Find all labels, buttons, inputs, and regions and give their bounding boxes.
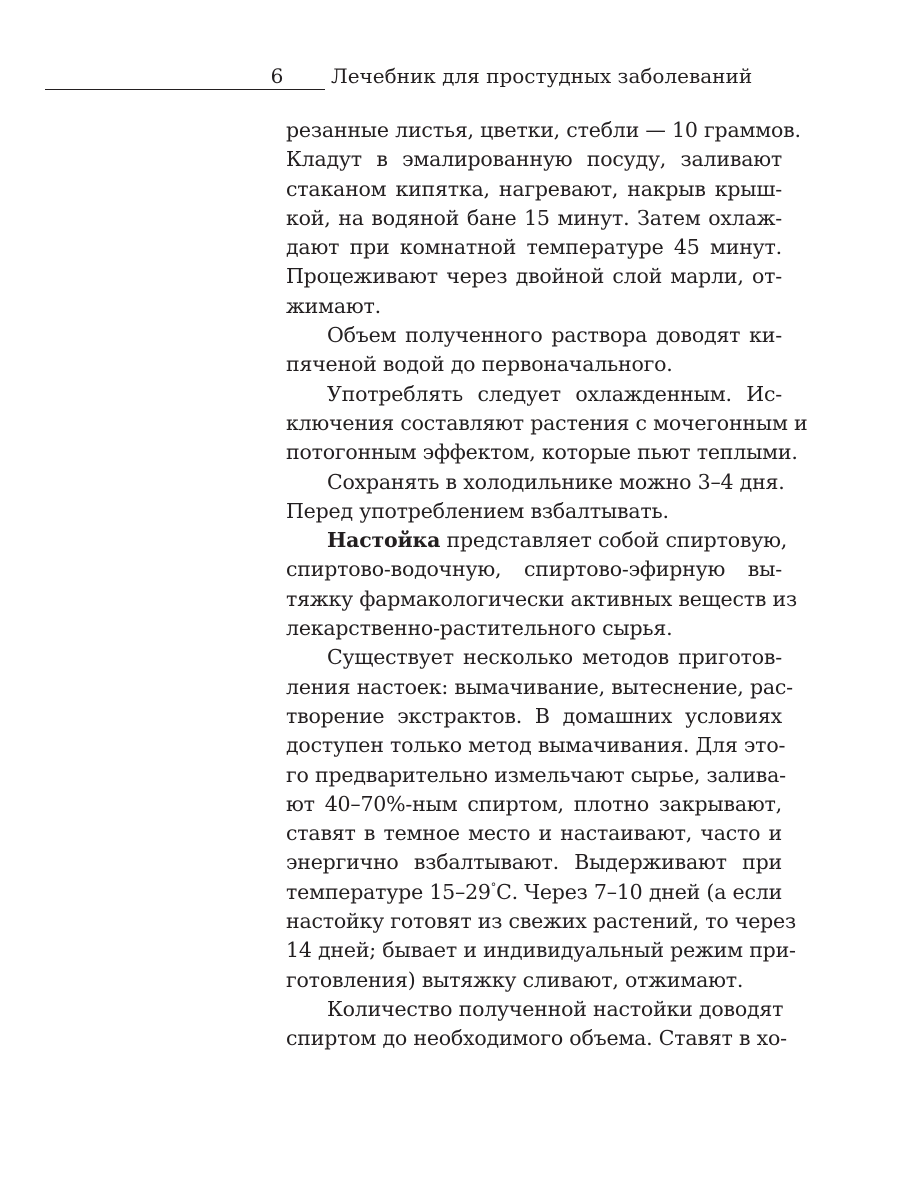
text-fragment: температуре 15–29 [286,879,491,904]
text-line: резанные листья, цветки, стебли — 10 граммов. [286,118,801,142]
text-line: спиртом до необходимого объема. Ставят в хо- [286,1026,787,1051]
text-line: пяченой водой до первоначального. [286,352,673,377]
term-tincture: Настойка [327,528,441,553]
text-line: настойку готовят из свежих растений, то через [286,909,796,934]
paragraph-methods [286,643,796,995]
text-line: Количество полученной настойки доводят [327,996,784,1021]
text-line: 14 дней; бывает и индивидуальный режим при- [286,938,796,963]
body-text [286,116,808,1054]
text-line: дают при комнатной температуре 45 минут. [286,235,782,260]
text-line: Существует несколько методов приготов- [327,645,782,670]
text-line: Кладут в эмалированную посуду, заливают [286,147,782,172]
running-head [0,56,900,96]
text-line: лекарственно-растительного сырья. [286,616,673,641]
text-line: спиртово-водочную, спиртово-эфирную вы- [286,557,782,582]
text-line: тяжку фармакологически активных веществ из [286,586,797,611]
running-title: Лечебник для простудных заболеваний [331,64,753,88]
paragraph-tincture-definition [286,526,797,643]
paragraph-storage [286,468,785,527]
text-line: доступен только метод вымачивания. Для это- [286,733,786,758]
degree-sign: ° [490,880,497,894]
text-line: ключения составляют растения с мочегонным и [286,410,808,435]
text-line: Употреблять следует охлажденным. Ис- [327,381,782,406]
text-line: Процеживают через двойной слой марли, от- [286,264,782,289]
text-line: творение экстрактов. В домашних условиях [286,703,782,728]
text-line: го предварительно измельчают сырье, залива- [286,762,786,787]
text-fragment: С. Через 7–10 дней (а если [496,879,783,904]
text-line: ставят в темное место и настаивают, часто и [286,821,782,846]
text-line: готовления) вытяжку сливают, отжимают. [286,967,744,992]
header-rule [45,89,325,90]
text-line: ют 40–70%-ным спиртом, плотно закрывают, [286,791,782,816]
text-line: потогонным эффектом, которые пьют теплыми. [286,440,798,465]
text-line [286,878,782,907]
paragraph-volume [286,321,782,380]
text-line [286,526,788,555]
text-line: энергично взбалтывают. Выдерживают при [286,850,782,875]
text-line: жимают. [286,293,381,318]
text-fragment: представляет собой спиртовую, [440,528,788,553]
page-number: 6 [270,64,284,88]
paragraph-usage [286,380,808,468]
paragraph-quantity [286,995,787,1054]
paragraph-preparation [286,116,801,321]
text-line: кой, на водяной бане 15 минут. Затем охлаж- [286,205,782,230]
text-line: стаканом кипятка, нагревают, накрыв крыш- [286,176,782,201]
text-line: Объем полученного раствора доводят ки- [327,323,782,348]
text-line: ления настоек: вымачивание, вытеснение, рас- [286,674,793,699]
text-line: Перед употреблением взбалтывать. [286,498,669,523]
text-line: Сохранять в холодильнике можно 3–4 дня. [327,469,785,494]
